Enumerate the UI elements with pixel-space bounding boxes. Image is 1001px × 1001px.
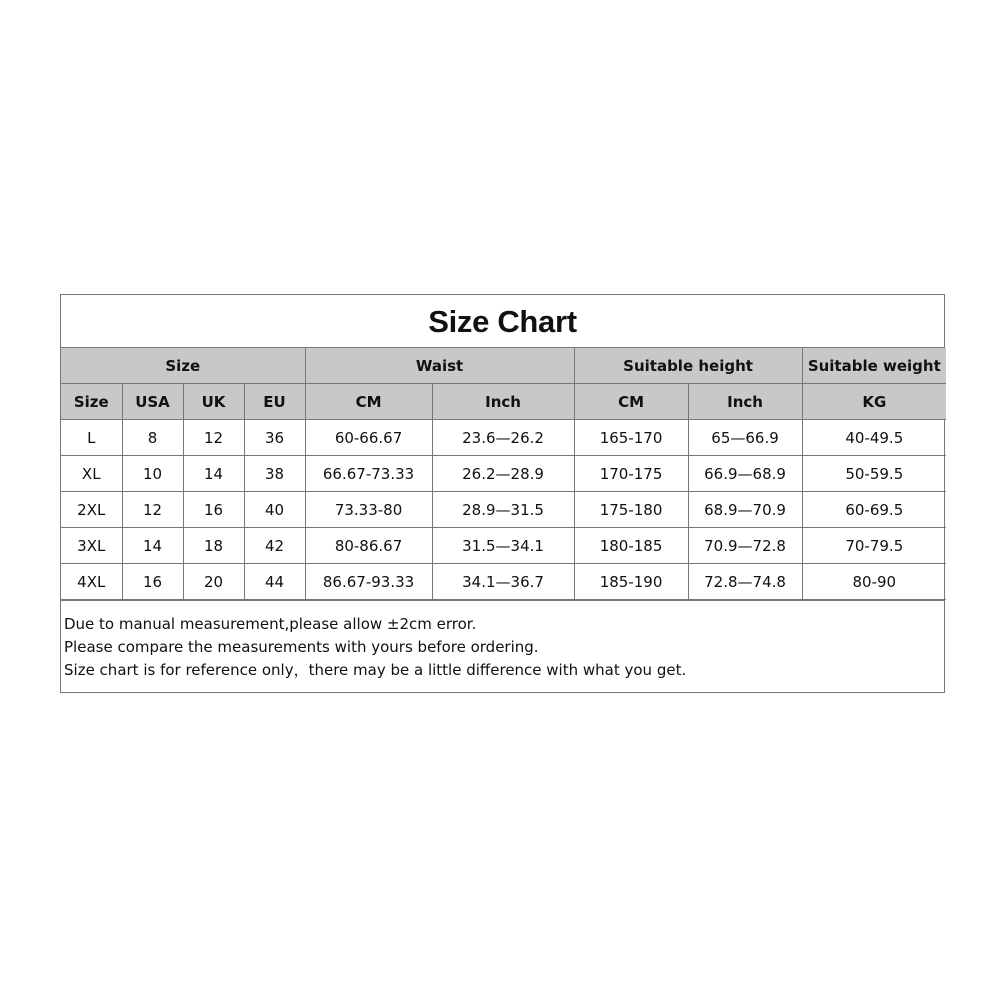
size-chart [60,294,945,693]
cell-height-inch: 72.8—74.8 [688,564,802,600]
group-header-weight: Suitable weight [802,348,946,384]
cell-height-inch: 68.9—70.9 [688,492,802,528]
cell-waist-cm: 86.67-93.33 [305,564,432,600]
sub-header-row [61,384,946,420]
cell-waist-inch: 23.6—26.2 [432,420,574,456]
size-table [61,348,946,600]
cell-eu: 42 [244,528,305,564]
cell-usa: 16 [122,564,183,600]
cell-uk: 12 [183,420,244,456]
cell-height-cm: 185-190 [574,564,688,600]
cell-uk: 18 [183,528,244,564]
cell-waist-inch: 34.1—36.7 [432,564,574,600]
sub-header-uk: UK [183,384,244,420]
cell-size: XL [61,456,122,492]
cell-height-cm: 170-175 [574,456,688,492]
cell-size: L [61,420,122,456]
group-header-size: Size [61,348,305,384]
cell-height-cm: 175-180 [574,492,688,528]
cell-waist-inch: 26.2—28.9 [432,456,574,492]
chart-title: Size Chart [61,295,944,348]
cell-height-inch: 66.9—68.9 [688,456,802,492]
cell-waist-cm: 73.33-80 [305,492,432,528]
cell-usa: 10 [122,456,183,492]
cell-weight-kg: 50-59.5 [802,456,946,492]
cell-size: 3XL [61,528,122,564]
sub-header-eu: EU [244,384,305,420]
cell-usa: 12 [122,492,183,528]
cell-waist-cm: 80-86.67 [305,528,432,564]
sub-header-weight-kg: KG [802,384,946,420]
cell-uk: 14 [183,456,244,492]
cell-eu: 44 [244,564,305,600]
cell-weight-kg: 80-90 [802,564,946,600]
cell-usa: 14 [122,528,183,564]
table-row [61,564,946,600]
note-line: Size chart is for reference only，there may be a little difference with what you get. [64,661,687,679]
cell-height-inch: 65—66.9 [688,420,802,456]
cell-size: 4XL [61,564,122,600]
cell-eu: 36 [244,420,305,456]
notes [61,600,944,692]
note-line: Please compare the measurements with yours before ordering. [64,638,539,656]
sub-header-waist-inch: Inch [432,384,574,420]
cell-weight-kg: 40-49.5 [802,420,946,456]
table-row [61,528,946,564]
group-header-waist: Waist [305,348,574,384]
cell-eu: 38 [244,456,305,492]
note-line: Due to manual measurement,please allow ±2cm error. [64,615,477,633]
sub-header-usa: USA [122,384,183,420]
cell-uk: 20 [183,564,244,600]
group-header-height: Suitable height [574,348,802,384]
cell-waist-cm: 66.67-73.33 [305,456,432,492]
sub-header-waist-cm: CM [305,384,432,420]
table-row [61,492,946,528]
sub-header-height-cm: CM [574,384,688,420]
cell-uk: 16 [183,492,244,528]
table-row [61,420,946,456]
cell-waist-inch: 28.9—31.5 [432,492,574,528]
sub-header-height-inch: Inch [688,384,802,420]
cell-height-cm: 180-185 [574,528,688,564]
cell-height-inch: 70.9—72.8 [688,528,802,564]
table-row [61,456,946,492]
cell-usa: 8 [122,420,183,456]
cell-waist-inch: 31.5—34.1 [432,528,574,564]
cell-eu: 40 [244,492,305,528]
cell-height-cm: 165-170 [574,420,688,456]
cell-weight-kg: 70-79.5 [802,528,946,564]
cell-weight-kg: 60-69.5 [802,492,946,528]
cell-waist-cm: 60-66.67 [305,420,432,456]
cell-size: 2XL [61,492,122,528]
sub-header-size: Size [61,384,122,420]
group-header-row [61,348,946,384]
